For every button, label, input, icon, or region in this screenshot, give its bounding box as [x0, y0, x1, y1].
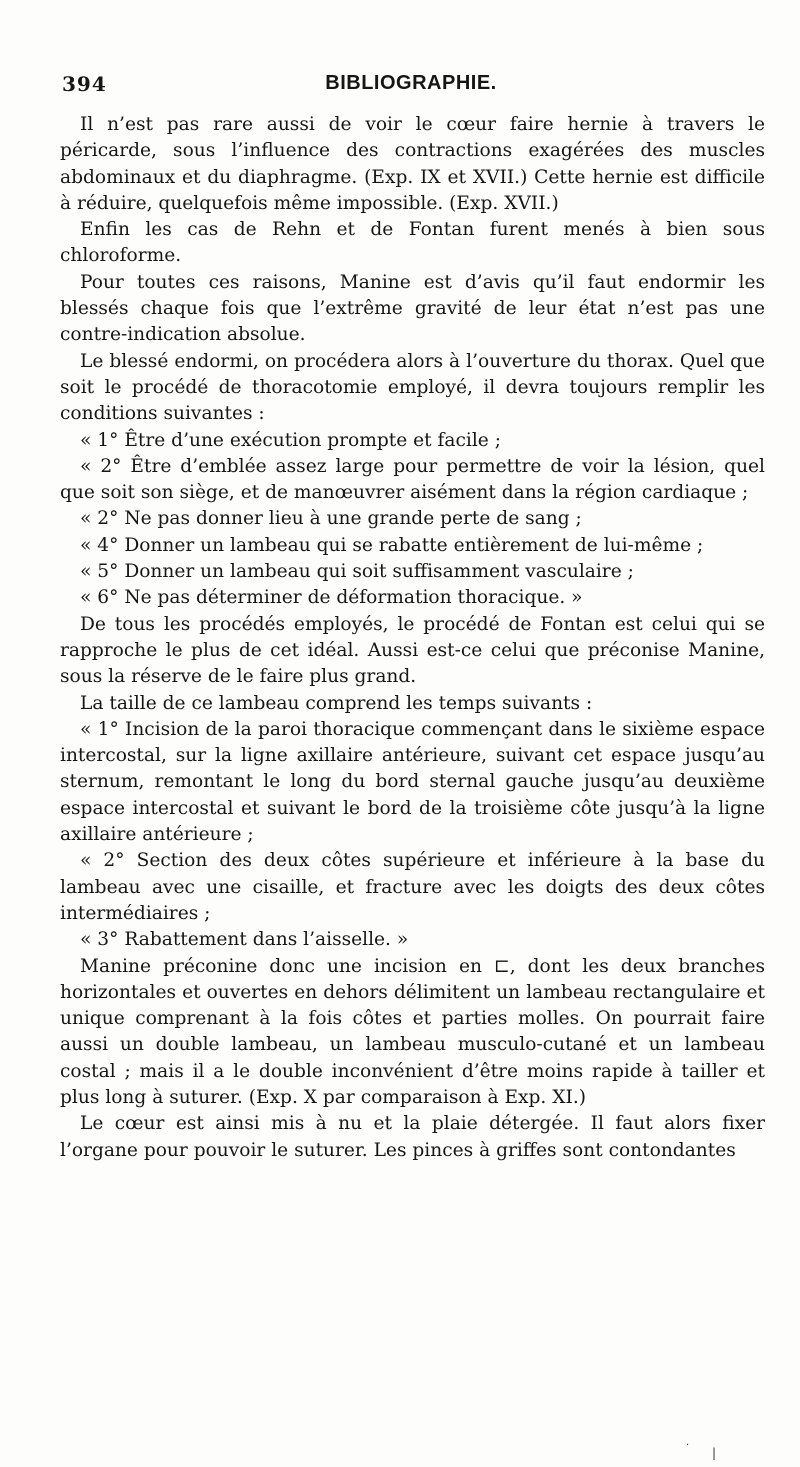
body-text — [60, 112, 765, 1164]
page-number: 394 — [62, 72, 107, 96]
paragraph-fontan: De tous les procédés employés, le procédé de Fontan est celui qui se rapproche le plus de cet idéal. Aussi est-ce celui que préconise Manine, sous la réserve de le faire plus grand. — [60, 613, 765, 688]
condition-item-4: « 4° Donner un lambeau qui se rabatte entièrement de lui-même ; — [80, 534, 704, 556]
paragraph-thoracotomy: Le blessé endormi, on procédera alors à l’ouverture du thorax. Quel que soit le procédé de thoracotomie employé, il devra toujours remplir les conditions suivantes : — [60, 350, 765, 425]
step-item-3: « 3° Rabattement dans l’aisselle. » — [80, 929, 409, 951]
paragraph-incision: Manine préconine donc une incision en ⊏, dont les deux branches horizontales et ouvertes en dehors délimitent un lambeau rectangulaire et unique comprenant à la fois côtes et parties molles. On pourrait faire aussi un double lambeau, un lambeau musculo-cutané et un lambeau costal ; mais il a le double inconvénient d’être moins rapide à tailler et plus long à suturer. (Exp. X par comparaison à Exp. XI.) — [60, 955, 765, 1108]
paragraph-flap-steps: La taille de ce lambeau comprend les temps suivants : — [80, 692, 593, 714]
paragraph-chloroform: Enfin les cas de Rehn et de Fontan furent menés à bien sous chloroforme. — [60, 219, 765, 267]
paragraph-reasons: Pour toutes ces raisons, Manine est d’avis qu’il faut endormir les blessés chaque fois que l’extrême gravité de leur état n’est pas une contre-indication absolue. — [60, 271, 765, 346]
condition-item-1: « 1° Être d’une exécution prompte et facile ; — [80, 429, 501, 451]
condition-item-3: « 2° Ne pas donner lieu à une grande perte de sang ; — [80, 508, 582, 530]
condition-item-2: « 2° Être d’emblée assez large pour permettre de voir la lésion, quel que soit son siège, et de manœuvrer aisément dans la région cardiaque ; — [60, 455, 765, 504]
page-header — [62, 72, 760, 104]
running-title: BIBLIOGRAPHIE. — [325, 72, 497, 94]
condition-item-5: « 5° Donner un lambeau qui soit suffisamment vasculaire ; — [80, 561, 634, 583]
paragraph-heart-exposed: Le cœur est ainsi mis à nu et la plaie détergée. Il faut alors fixer l’organe pour pouvoir le suturer. Les pinces à griffes sont contondantes — [60, 1113, 765, 1161]
speck-mark: | — [712, 1446, 717, 1460]
speck-mark: · — [686, 1440, 690, 1451]
step-item-2: « 2° Section des deux côtes supérieure et inférieure à la base du lambeau avec une cisaille, et fracture avec les doigts des deux côtes intermédiaires ; — [60, 850, 765, 924]
paragraph-hernia: Il n’est pas rare aussi de voir le cœur faire hernie à travers le péricarde, sous l’influence des contractions exagérées des muscles abdominaux et du diaphragme. (Exp. IX et XVII.) Cette hernie est difficile à réduire, quelquefois même impossible. (Exp. XVII.) — [60, 114, 765, 214]
step-item-1: « 1° Incision de la paroi thoracique commençant dans le sixième espace intercostal, sur la ligne axillaire antérieure, suivant cet espace jusqu’au sternum, remontant le long du bord sternal gauche jusqu’au deuxième espace intercostal et suivant le bord de la troisième côte jusqu’à la ligne axillaire antérieure ; — [60, 718, 765, 846]
condition-item-6: « 6° Ne pas déterminer de déformation thoracique. » — [80, 587, 583, 609]
